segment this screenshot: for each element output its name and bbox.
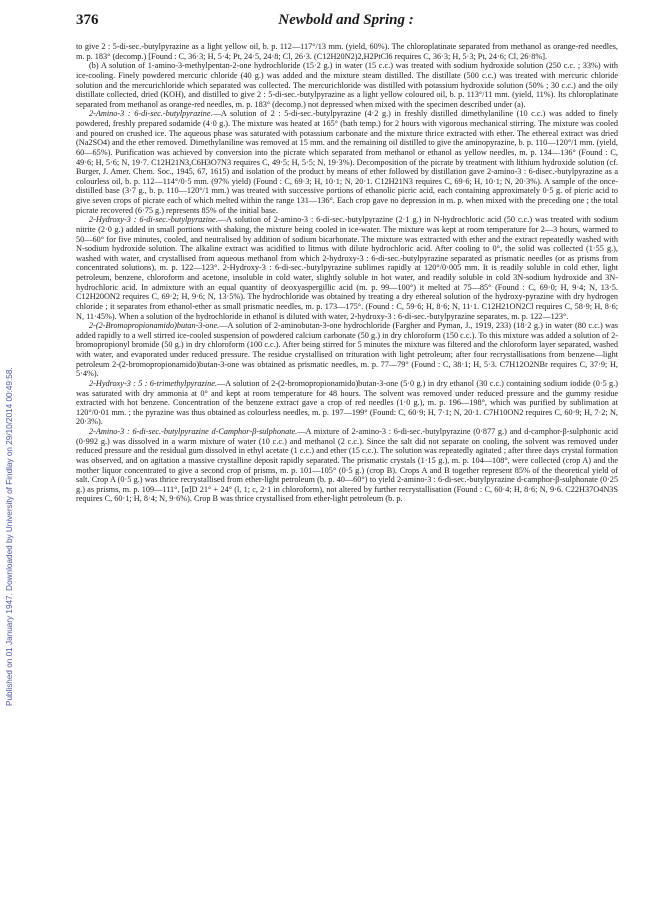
page-number: 376 bbox=[76, 12, 99, 28]
page-header bbox=[76, 10, 616, 32]
paragraph bbox=[76, 321, 618, 379]
paragraph bbox=[76, 61, 618, 109]
paragraph-text: —A mixture of 2-amino-3 : 6-di-sec.-butylpyrazine (0·877 g.) and d-camphor-β-sulphonic acid (0·992 g.) was dissolved in a warm mixture of water (10 c.c.) and methanol (2 c.c.). Since the salt did not separate on cooling, the solvent was removed under reduced pressure and the residual gum dissolved in ethyl acetate (1 c.c.) and ether (15 c.c.). The solution was repeatedly agitated ; after three days crystal formation was observed, and on agitation a massive crystalline deposit rapidly separated. The prismatic crystals (1·15 g.), m. p. 104—108°, were collected (crop A) and the mother liquor concentrated to give a second crop of prisms, m. p. 101—105° (0·5 g.) (crop B). Crops A and B together represent 85% of the theoretical yield of salt. Crop A (0·5 g.) was thrice recrystallised from ether-light petroleum (b. p. 40—60°) to yield 2-amino-3 : 6-di-sec.-butylpyrazine d-camphor-β-sulphonate (0·25 g.) as prisms, m. p. 109—111°, [α]D 21° + 24° (l, 1; c, 2·1 in chloroform), not altered by further recrystallisation (Found : C, 60·4; H, 8·6; N, 9·6. C22H37O4N3S requires C, 60·1; H, 8·4; N, 9·6%). Crop B was thrice crystallised from ether-light petroleum (b. p. bbox=[76, 427, 618, 504]
paragraph-text: —A solution of 2-aminobutan-3-one hydrochloride (Fargher and Pyman, J., 1919, 233) (18·2 g.) in water (80 c.c.) was added rapidly to a well stirred ice-cooled suspension of powdered calcium carbonate (50 g.) in dry chloroform (150 c.c.). To this mixture was added a solution of 2-bromopropionyl bromide (50 g.) in dry chloroform (100 c.c.). After being stirred for 5 minutes the mixture was filtered and the chloroform layer separated, washed with water, and evaporated under reduced pressure. The residue crystallised on trituration with light petroleum; after four recrystallisations from benzene—light petroleum 2-(2-bromopropionamido)butan-3-one was obtained as prismatic needles, m. p. 77—79° (Found : C, 38·1; H, 5·3. C7H12O2NBr requires C, 37·9; H, 5·4%). bbox=[76, 321, 618, 379]
paragraph-title: 2-Hydroxy-3 : 5 : 6-trimethylpyrazine. bbox=[89, 378, 217, 388]
paragraph-title: 2-Amino-3 : 6-di-sec.-butylpyrazine d-Camphor-β-sulphonate. bbox=[89, 427, 298, 436]
download-watermark bbox=[4, 150, 18, 710]
download-watermark-text: Published on 01 January 1947. Downloaded by University of Findlay on 29/10/2014 00:49:58. bbox=[5, 367, 14, 706]
paragraph-text: —A solution of 2-(2-bromopropionamido)butan-3-one (5·0 g.) in dry ethanol (30 c.c.) containing sodium iodide (0·5 g.) was saturated with dry ammonia at 0° and kept at room temperature for 48 hours. The solvent was removed under reduced pressure and the gummy residue extracted with hot benzene. Concentration of the benzene extract gave a crop of red needles (1·0 g.), m. p. 196—198°, which was purified by sublimation at 120°/0·01 mm. ; the pyrazine was thus obtained as colourless needles, m. p. 197—199° (Found: C, 60·9; H, 7·1; N, 20·1. C7H10ON2 requires C, 60·9; H, 7·2; N, 20·3%). bbox=[76, 378, 618, 427]
article-body bbox=[76, 42, 618, 902]
paragraph-text: —A solution of 2-amino-3 : 6-di-sec.-butylpyrazine (2·1 g.) in N-hydrochloric acid (50 c.c.) was treated with sodium nitrite (2·0 g.) added in small portions with shaking, the mixture being cooled in ice-water. The mixture was kept at room temperature for 2—3 hours, warmed to 50—60° for five minutes, cooled, and neutralised by addition of sodium bicarbonate. The mixture was extracted with ether and the extract repeatedly washed with N-sodium hydroxide solution. The alkaline extract was acidified to litmus with dilute hydrochloric acid. After cooling to 0°, the solid was collected (1·55 g.), washed with water, and crystallised from aqueous methanol from which 2-hydroxy-3 : 6-di-sec.-butylpyrazine separated as prismatic needles (or as prisms from concentrated solutions), m. p. 122—123°. 2-Hydroxy-3 : 6-di-sec.-butylpyrazine sublimes rapidly at 120°/0·005 mm. It is readily soluble in cold ether, light petroleum, benzene, chloroform and acetone, insoluble in cold water, slightly soluble in hot water, and readily soluble in cold 3N-sodium hydroxide and 3N-hydrochloric acid. In admixture with an equal quantity of deoxyaspergillic acid (m. p. 99—100°) it melted at 75—85° (Found : C, 69·0; H, 9·4; N, 13·5. C12H20ON2 requires C, 69·2; H, 9·6; N, 13·5%). The hydrochloride was obtained by treating a dry ethereal solution of the hydroxy-pyrazine with dry hydrogen chloride ; it separates from ethanol-ether as small prismatic needles, m. p. 173—175°. (Found : C, 59·6; H, 8·6; N, 11·1. C12H21ON2Cl requires C, 58·9; H, 8·6; N, 11·45%). When a solution of the hydrochloride in ethanol is diluted with water, 2-hydroxy-3 : 6-di-sec.-butylpyrazine separates, m. p. 122—123°. bbox=[76, 215, 618, 321]
paragraph-title: 2-(2-Bromopropionamido)butan-3-one. bbox=[89, 321, 220, 331]
paragraph bbox=[76, 215, 618, 321]
paragraph-text: (b) A solution of 1-amino-3-methylpentan-2-one hydrochloride (15·2 g.) in water (15 c.c.) was treated with sodium hydroxide solution (250 c.c. ; 33%) with ice-cooling. Finely powdered mercuric chloride (40 g.) was added and the mixture steam distilled. The distillate (500 c.c.) was treated with mercuric chloride solution and the mercurichloride which separated was collected. The mercurichloride was distilled with potassium hydroxide solution (50% ; 30 c.c.) and the oily distillate collected, dried (KOH), and distilled to give 2 : 5-di-sec.-butylpyrazine as a light yellow coloured oil, b. p. 113°/11 mm. (yield, 11%). Its chloroplatinate separated from methanol as orange-red needles, m. p. 183° (decomp.) not depressed when mixed with the specimen described under (a). bbox=[76, 61, 618, 109]
paragraph-text: —A solution of 2 : 5-di-sec.-butylpyrazine (4·2 g.) in freshly distilled dimethylaniline (10 c.c.) was added to finely powdered, freshly prepared sodamide (4·0 g.). The mixture was heated at 165° (bath temp.) for 2 hours with vigorous mechanical stirring. The mixture was cooled and poured on crushed ice. The aqueous phase was saturated with potassium carbonate and the mixture thrice extracted with ether. The ethereal extract was dried (Na2SO4) and the ether removed. Dimethylaniline was removed at 15 mm. and the remaining oil distilled to give the aminopyrazine, b. p. 110—120°/1 mm. (yield, 60—65%). Purification was achieved by conversion into the picrate which separated from methanol or ethanol as yellow needles, m. p. 134—136° (Found : C, 49·6; H, 5·6; N, 19·7. C12H21N3,C6H3O7N3 requires C, 49·5; H, 5·5; N, 19·3%). Decomposition of the picrate by treatment with lithium hydroxide solution (cf. Burger, J. Amer. Chem. Soc., 1945, 67, 1615) and isolation of the product by means of ether followed by distillation gave 2-amino-3 : 6-disec.-butylpyrazine as a colourless oil, b. p. 112—114°/0·5 mm. (97% yield) (Found : C, 69·3; H, 10·1; N, 20·1. C12H21N3 requires C, 69·6; H, 10·1; N, 20·3%). A sample of the once-distilled base (3·7 g., b. p. 110—120°/1 mm.) was treated with successive portions of ethanolic picric acid, each containing approximately 0·5 g. of picric acid to give seven crops of picrate each of which melted within the range 131—136°. Each crop gave no depression in m. p. when mixed with the preceding one ; the total picrate recovered (6·75 g.) represents 85% of the initial base. bbox=[76, 109, 618, 215]
paragraph bbox=[76, 42, 618, 61]
paragraph bbox=[76, 427, 618, 504]
paragraph bbox=[76, 379, 618, 427]
paragraph-title: 2-Hydroxy-3 : 6-di-sec.-butylpyrazine. bbox=[89, 215, 218, 225]
paragraph-text: to give 2 : 5-di-sec.-butylpyrazine as a light yellow oil, b. p. 112—117°/13 mm. (yield, 60%). The chloroplatinate separated from methanol as orange-red needles, m. p. 183° (decomp.) [Found : C, 36·3; H, 5·4; Pt, 24·5, 24·8; Cl, 26·3. (C12H20N2)2,H2PtCl6 requires C, 36·3; H, 5·3; Pt, 24·6; Cl, 26·8%]. bbox=[76, 42, 618, 61]
running-head: Newbold and Spring : bbox=[278, 12, 414, 28]
paragraph bbox=[76, 109, 618, 215]
paragraph-title: 2-Amino-3 : 6-di-sec.-butylpyrazine. bbox=[89, 109, 213, 119]
